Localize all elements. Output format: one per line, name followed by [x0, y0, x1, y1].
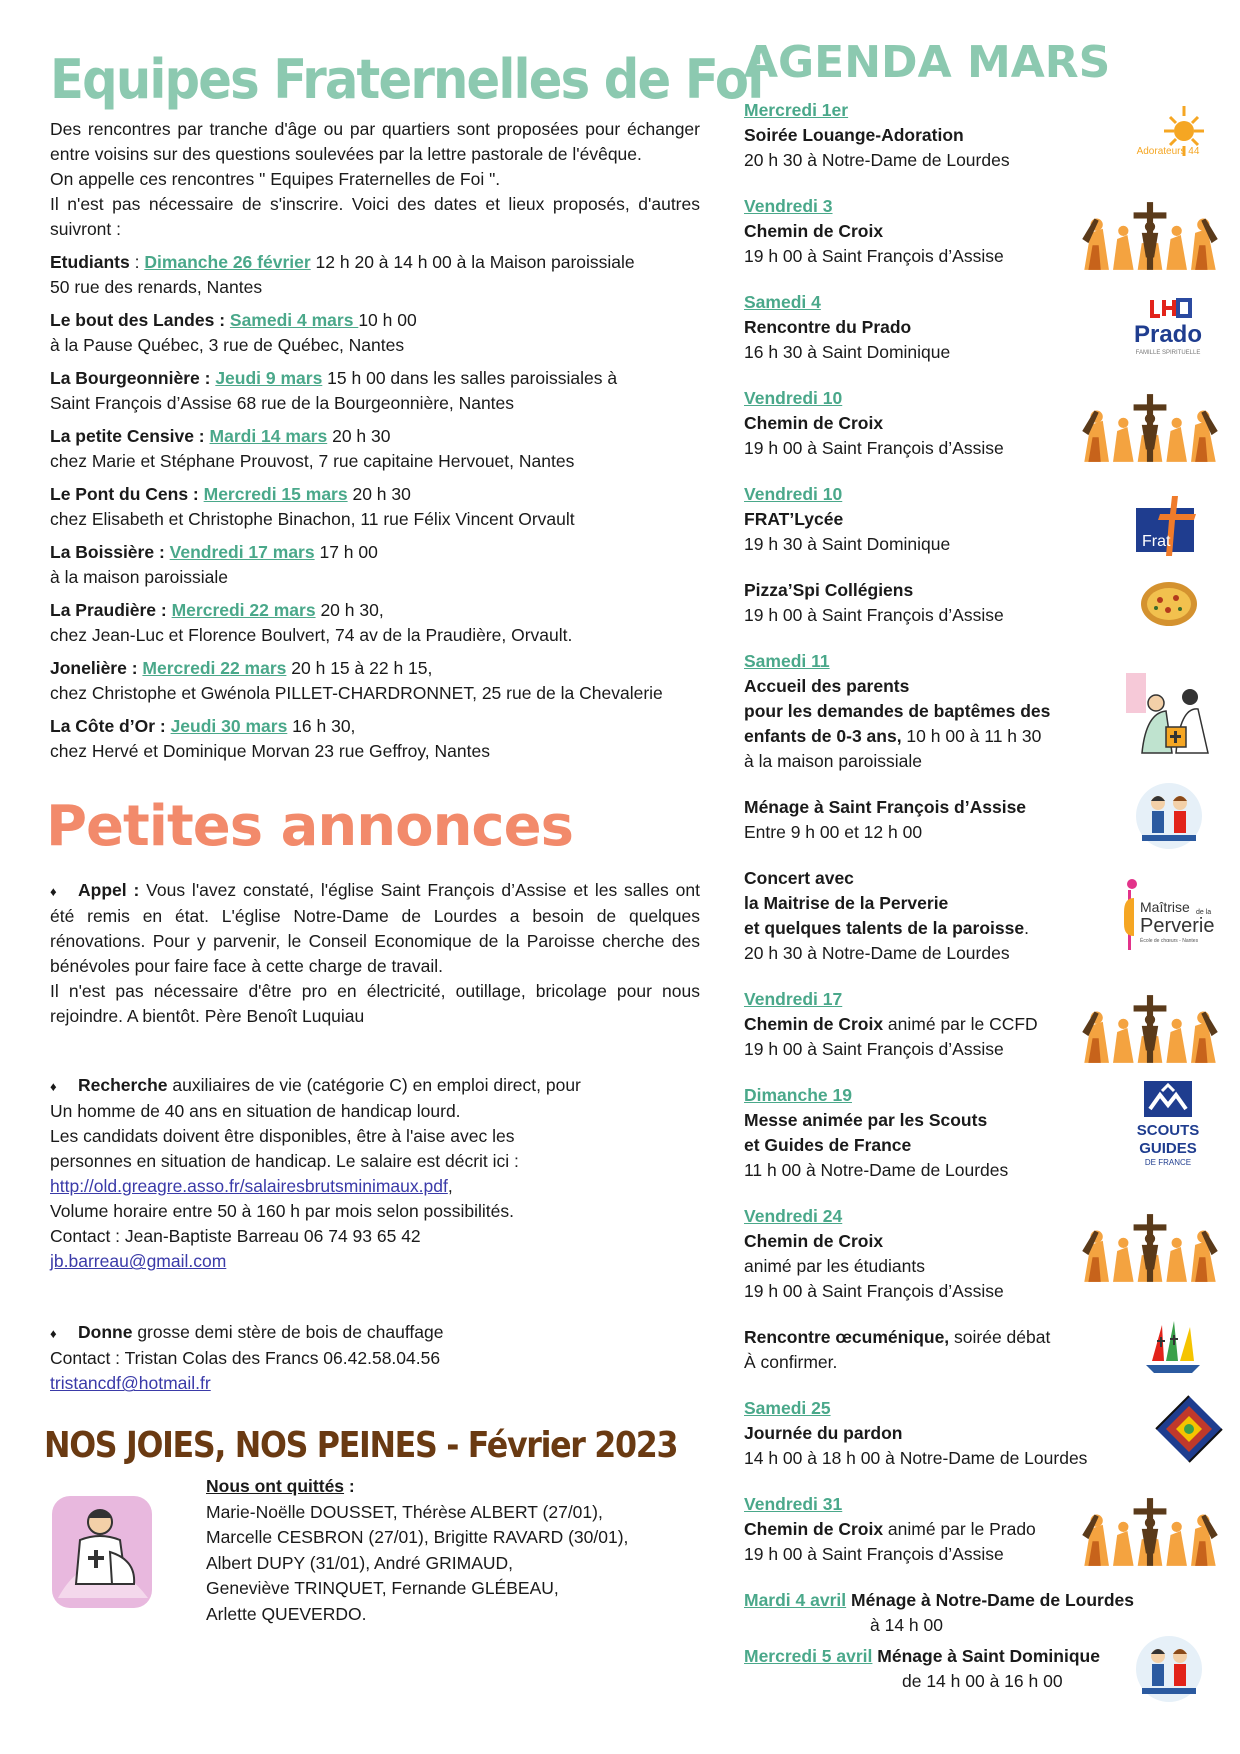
agenda-time: 10 h 00 à 11 h 30 [901, 726, 1042, 747]
diamond-bullet-icon: ♦ [50, 884, 57, 900]
event-date-link[interactable]: Jeudi 9 mars [215, 367, 323, 388]
maitrise-label: Maîtrise [1140, 899, 1190, 916]
agenda-time-place: 19 h 00 à Saint François d’Assise [744, 438, 1004, 459]
agenda-item [744, 1396, 1214, 1471]
agenda-time-place: À confirmer. [744, 1352, 838, 1373]
agenda-date-link[interactable]: Vendredi 10 [744, 388, 843, 409]
agenda-date-link[interactable]: Dimanche 19 [744, 1085, 852, 1106]
salary-pdf-link[interactable]: http://old.greagre.asso.fr/salairesbrutsminimaux.pdf [50, 1176, 448, 1197]
de-france-label: DE FRANCE [1144, 1158, 1192, 1168]
annonce-text-2: Il n'est pas nécessaire d'être pro en électricité, outillage, bricolage pour nous rejoindre. A bientôt. Père Benoît Luquiau [50, 981, 700, 1027]
agenda-time-place: 16 h 30 à Saint Dominique [744, 342, 951, 363]
event-date-link[interactable]: Mercredi 15 mars [203, 483, 348, 504]
agenda-time-place: 20 h 30 à Notre-Dame de Lourdes [744, 943, 1010, 964]
agenda-time-place: 14 h 00 à 18 h 00 à Notre-Dame de Lourdes [744, 1448, 1088, 1469]
annonce-contact: Contact : Tristan Colas des Francs 06.42.58.04.56 [50, 1348, 441, 1369]
agenda-item-avril [744, 1588, 1214, 1638]
event-time: 20 h 30 [327, 425, 391, 446]
event-date-link[interactable]: Vendredi 17 mars [169, 541, 315, 562]
agenda-event-animator: animé par les étudiants [744, 1256, 925, 1277]
event-date-link[interactable]: Dimanche 26 février [144, 251, 311, 272]
agenda-date-link[interactable]: Vendredi 31 [744, 1494, 843, 1515]
annonce-recherche: ♦ Recherche auxiliaires de vie (catégorie C) en emploi direct, pour Un homme de 40 ans en situation de handicap lourd. Les candidats doivent être disponibles, être à l'aise avec les personnes en situation de handicap. Le salaire est décrit ici : http://old.greagre.asso.fr/salairesbrutsminimaux.pdf, Volume horaire entre 50 à 160 h par mois selon possibilités. Contact : Jean-Baptiste Barreau 06 74 93 65 42 jb.barreau@gmail.com [50, 1075, 581, 1272]
agenda-time: à 14 h 00 [870, 1615, 943, 1636]
event-name: La Bourgeonnière : [50, 367, 211, 388]
event-place: à la maison paroissiale [50, 566, 229, 587]
event-time: 17 h 00 [314, 541, 378, 562]
deceased-heading-sep: : [344, 1476, 355, 1497]
efdf-event [50, 482, 700, 532]
agenda-event-title: Chemin de Croix [744, 1231, 884, 1252]
efdf-event [50, 250, 700, 300]
annonce-label: Appel : [78, 880, 140, 901]
agenda-place: à la maison paroissiale [744, 751, 923, 772]
agenda-event-title: Rencontre œcuménique, [744, 1327, 950, 1348]
annonce-line: auxiliaires de vie (catégorie C) en emploi direct, pour [167, 1075, 581, 1096]
agenda-event-title: Chemin de Croix [744, 221, 884, 242]
chemin-de-croix-icon [1076, 1210, 1224, 1288]
agenda-date-link[interactable]: Samedi 4 [744, 292, 821, 313]
annonce-line: Les candidats doivent être disponibles, être à l'aise avec les [50, 1126, 515, 1147]
agenda-event-title-3: enfants de 0-3 ans, [744, 726, 902, 747]
agenda-item [744, 1204, 1214, 1304]
agenda-item-pizza [744, 578, 1214, 628]
agenda-item [744, 290, 1214, 365]
agenda-title: AGENDA MARS [744, 37, 1111, 88]
annonce-line: Volume horaire entre 50 à 160 h par mois selon possibilités. [50, 1201, 515, 1222]
event-time: 20 h 30 [347, 483, 411, 504]
adorateurs-label: Adorateurs 44 [1136, 146, 1200, 158]
agenda-date-link[interactable]: Vendredi 17 [744, 989, 843, 1010]
annonce-contact: Contact : Jean-Baptiste Barreau 06 74 93 65 42 [50, 1226, 421, 1247]
agenda-date-link[interactable]: Vendredi 24 [744, 1206, 843, 1227]
event-place: chez Marie et Stéphane Prouvost, 7 rue capitaine Hervouet, Nantes [50, 450, 575, 471]
frat-logo-icon [1122, 492, 1214, 566]
event-place: à la Pause Québec, 3 rue de Québec, Nantes [50, 334, 405, 355]
agenda-date-link[interactable]: Mercredi 5 avril [744, 1646, 873, 1667]
event-name: La Boissière : [50, 541, 165, 562]
efdf-event [50, 714, 700, 764]
agenda-event-title-3: et quelques talents de la paroisse [744, 918, 1025, 939]
efdf-event [50, 598, 700, 648]
agenda-date-link[interactable]: Mardi 4 avril [744, 1590, 847, 1611]
event-time: 20 h 15 à 22 h 15, [286, 657, 433, 678]
efdf-event [50, 424, 700, 474]
agenda-event-title: Messe animée par les Scouts [744, 1110, 988, 1131]
agenda-item-scouts [744, 1083, 1214, 1183]
agenda-event-title: Chemin de Croix [744, 1519, 884, 1540]
cleaning-kids-icon [1134, 1634, 1204, 1704]
agenda-event-title-2: et Guides de France [744, 1135, 912, 1156]
agenda-time-place: Entre 9 h 00 et 12 h 00 [744, 822, 923, 843]
agenda-event-title: Accueil des parents [744, 676, 910, 697]
event-place: chez Elisabeth et Christophe Binachon, 11 rue Félix Vincent Orvault [50, 508, 575, 529]
event-sep: : [129, 251, 145, 272]
mourning-illustration-icon [50, 1488, 154, 1612]
annonce-label: Donne [78, 1322, 133, 1343]
agenda-time-place: 19 h 00 à Saint François d’Assise [744, 1544, 1004, 1565]
efdf-event [50, 308, 700, 358]
annonce-donne [50, 1320, 700, 1396]
scouts-label: SCOUTS [1136, 1122, 1200, 1140]
agenda-item [744, 98, 1214, 173]
pizza-icon [1134, 574, 1204, 634]
annonce-appel [50, 878, 700, 1029]
agenda-item-menage [744, 795, 1214, 845]
email-link-barreau[interactable]: jb.barreau@gmail.com [50, 1251, 227, 1272]
adorateurs-sun-icon [1122, 102, 1214, 176]
diamond-bullet-icon: ♦ [50, 1326, 57, 1342]
agenda-time-place: 19 h 00 à Saint François d’Assise [744, 1281, 1004, 1302]
agenda-event-animator: animé par le CCFD [883, 1014, 1038, 1035]
scouts-guides-logo-icon [1122, 1077, 1214, 1173]
perverie-label: Perverie [1140, 915, 1215, 938]
deceased-list [206, 1474, 686, 1627]
agenda-date-link[interactable]: Vendredi 3 [744, 196, 833, 217]
deceased-line: Marcelle CESBRON (27/01), Brigitte RAVARD (30/01), [206, 1527, 629, 1548]
event-time: 15 h 00 dans les salles paroissiales à [322, 367, 618, 388]
annonce-line: grosse demi stère de bois de chauffage [132, 1322, 444, 1343]
joies-peines-section [50, 1474, 700, 1664]
agenda-item [744, 1492, 1214, 1567]
event-name: La Côte d’Or : [50, 715, 166, 736]
agenda-event-title: FRAT’Lycée [744, 509, 844, 530]
event-date-link[interactable]: Mercredi 22 mars [142, 657, 287, 678]
agenda-event-title: Concert avec [744, 868, 854, 889]
agenda-event-title-2: la Maitrise de la Perverie [744, 893, 949, 914]
event-time: 12 h 20 à 14 h 00 à la Maison paroissiale [310, 251, 635, 272]
event-date-link[interactable]: Mercredi 22 mars [171, 599, 316, 620]
agenda-event-title: Journée du pardon [744, 1423, 903, 1444]
agenda-item [744, 482, 1214, 557]
event-date-link[interactable]: Jeudi 30 mars [170, 715, 288, 736]
agenda-item-concert [744, 866, 1214, 966]
prado-sub-label: FAMILLE SPIRITUELLE [1135, 350, 1201, 357]
agenda-event-title: Ménage à Notre-Dame de Lourdes [846, 1590, 1134, 1611]
agenda-date-link[interactable]: Vendredi 10 [744, 484, 843, 505]
annonce-text: Vous l'avez constaté, l'église Saint François d’Assise et les salles ont été remis en état. L'église Notre-Dame de Lourdes a besoin de quelques rénovations. Pour y parvenir, le Conseil Economique de la Paroisse cherche des bénévoles pour faire face à cette charge de travail. [50, 880, 700, 977]
agenda-time-place: 19 h 00 à Saint François d’Assise [744, 246, 1004, 267]
cleaning-kids-icon [1134, 781, 1204, 851]
petites-annonces-title: Petites annonces [46, 793, 573, 859]
efdf-title: Equipes Fraternelles de Foi [50, 48, 763, 111]
event-time: 16 h 30, [287, 715, 356, 736]
event-name: Le Pont du Cens : [50, 483, 199, 504]
chemin-de-croix-icon [1076, 390, 1224, 468]
agenda-event-title: Chemin de Croix [744, 1014, 884, 1035]
agenda-event-title-end: . [1024, 918, 1029, 939]
agenda-item-oecumenique [744, 1325, 1214, 1375]
intro-paragraph-2: On appelle ces rencontres " Equipes Fraternelles de Foi ". [50, 168, 501, 189]
maitrise-perverie-logo-icon [1120, 876, 1220, 956]
agenda-event-title: Soirée Louange-Adoration [744, 125, 964, 146]
event-name: La petite Censive : [50, 425, 205, 446]
frat-label: Frat [1142, 533, 1171, 551]
agenda-time-place: 19 h 30 à Saint Dominique [744, 534, 951, 555]
agenda-date-link[interactable]: Samedi 25 [744, 1398, 831, 1419]
intro-paragraph-1: Des rencontres par tranche d'âge ou par quartiers sont proposées pour échanger entre voisins sur des questions soulevées par la lettre pastorale de l'évêque. [50, 118, 700, 164]
agenda-item-bapteme [744, 649, 1214, 774]
agenda-event-title: Rencontre du Prado [744, 317, 912, 338]
intro-paragraph-3: Il n'est pas nécessaire de s'inscrire. Voici des dates et lieux proposés, d'autres suivront : [50, 193, 700, 239]
annonce-label: Recherche [78, 1075, 168, 1096]
deceased-line: Geneviève TRINQUET, Fernande GLÉBEAU, [206, 1578, 559, 1599]
agenda-item-avril [744, 1644, 1214, 1694]
deceased-line: Albert DUPY (31/01), André GRIMAUD, [206, 1552, 514, 1573]
deceased-line: Marie-Noëlle DOUSSET, Thérèse ALBERT (27/01), [206, 1501, 603, 1522]
joies-peines-title: NOS JOIES, NOS PEINES - Février 2023 [44, 1425, 678, 1467]
event-name: Le bout des Landes : [50, 309, 226, 330]
agenda-time-place: 19 h 00 à Saint François d’Assise [744, 1039, 1004, 1060]
event-place: chez Hervé et Dominique Morvan 23 rue Geffroy, Nantes [50, 740, 490, 761]
ecumenical-boats-icon [1138, 1317, 1208, 1377]
agenda-column [744, 37, 1215, 1715]
event-place: 50 rue des renards, Nantes [50, 276, 263, 297]
agenda-date-link[interactable]: Samedi 11 [744, 651, 830, 672]
left-column [44, 40, 763, 1664]
agenda-item [744, 987, 1214, 1062]
event-place: chez Christophe et Gwénola PILLET-CHARDRONNET, 25 rue de la Chevalerie [50, 682, 663, 703]
event-date-link[interactable]: Mardi 14 mars [209, 425, 328, 446]
efdf-event [50, 366, 700, 416]
event-time: 10 h 00 [358, 309, 417, 330]
agenda-time: de 14 h 00 à 16 h 00 [902, 1671, 1063, 1692]
diamond-bullet-icon: ♦ [50, 1079, 57, 1095]
agenda-event-title: Ménage à Saint Dominique [872, 1646, 1100, 1667]
agenda-time-place: 19 h 00 à Saint François d’Assise [744, 605, 1004, 626]
maitrise-de-label: de la [1196, 909, 1212, 917]
chemin-de-croix-icon [1076, 198, 1224, 276]
agenda-time-place: 20 h 30 à Notre-Dame de Lourdes [744, 150, 1010, 171]
email-link-tristan[interactable]: tristancdf@hotmail.fr [50, 1373, 211, 1394]
efdf-event-list [50, 250, 700, 764]
agenda-event-title: Pizza’Spi Collégiens [744, 580, 914, 601]
agenda-event-desc: soirée débat [949, 1327, 1051, 1348]
prado-logo-icon [1122, 294, 1214, 368]
deceased-line: Arlette QUEVERDO. [206, 1603, 367, 1624]
efdf-event [50, 540, 700, 590]
event-name: Etudiants [50, 251, 130, 272]
event-place: Saint François d’Assise 68 rue de la Bourgeonnière, Nantes [50, 392, 515, 413]
prado-label: Prado [1133, 321, 1203, 349]
baptism-illustration-icon [1122, 667, 1214, 757]
agenda-event-title: Chemin de Croix [744, 413, 884, 434]
event-place: chez Jean-Luc et Florence Boulvert, 74 av de la Praudière, Orvault. [50, 624, 573, 645]
efdf-intro [50, 117, 700, 242]
guides-label: GUIDES [1139, 1140, 1197, 1158]
annonce-line: Un homme de 40 ans en situation de handicap lourd. [50, 1101, 461, 1122]
event-time: 20 h 30, [315, 599, 384, 620]
event-name: La Praudière : [50, 599, 167, 620]
agenda-event-title: Ménage à Saint François d’Assise [744, 797, 1027, 818]
agenda-date-link[interactable]: Mercredi 1er [744, 100, 849, 121]
event-name: Jonelière : [50, 657, 138, 678]
agenda-time-place: 11 h 00 à Notre-Dame de Lourdes [744, 1160, 1009, 1181]
annonce-line: personnes en situation de handicap. Le salaire est décrit ici : [50, 1151, 519, 1172]
agenda-item [744, 194, 1214, 269]
efdf-event [50, 656, 700, 706]
deceased-heading: Nous ont quittés [206, 1476, 345, 1497]
maitrise-sub-label: École de chœurs - Nantes [1140, 938, 1199, 945]
agenda-event-title-2: pour les demandes de baptêmes des [744, 701, 1051, 722]
stained-glass-icon [1154, 1394, 1224, 1464]
event-date-link[interactable]: Samedi 4 mars [229, 309, 359, 330]
agenda-event-animator: animé par le Prado [883, 1519, 1036, 1540]
agenda-item [744, 386, 1214, 461]
